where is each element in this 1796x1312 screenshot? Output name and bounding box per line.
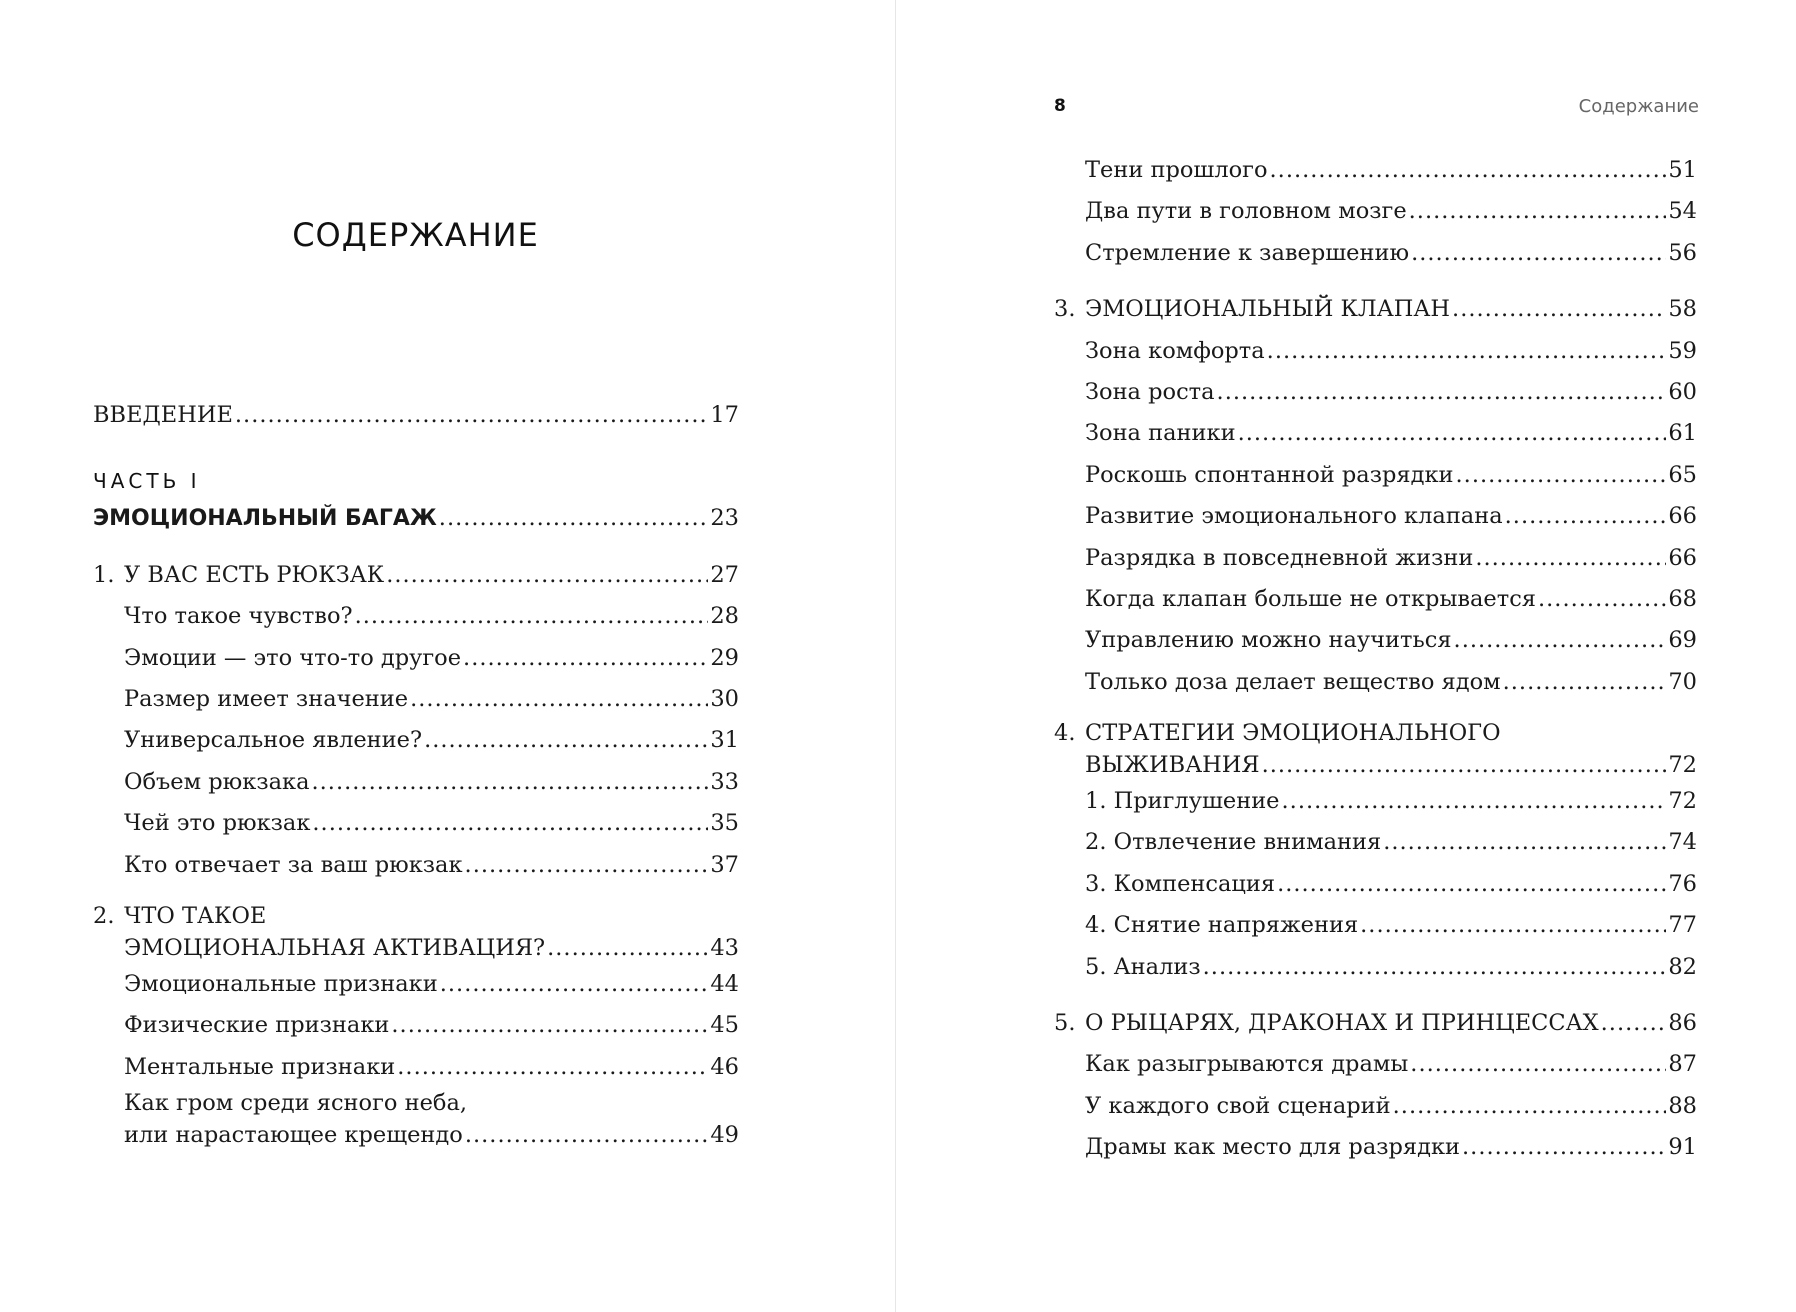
dot-leader [439, 498, 709, 539]
toc-title: СОДЕРЖАНИЕ [292, 216, 539, 254]
entry-page: 59 [1668, 337, 1697, 364]
toc-entry[interactable] [1054, 781, 1697, 822]
entry-page: 65 [1668, 461, 1697, 488]
dot-leader [1410, 1044, 1666, 1085]
entry-page: 87 [1668, 1051, 1697, 1078]
dot-leader [1393, 1086, 1667, 1127]
toc-entry[interactable] [1054, 233, 1697, 274]
toc-entry[interactable] [93, 596, 739, 637]
entry-page: 72 [1668, 752, 1697, 779]
toc-entry[interactable] [93, 1047, 739, 1088]
toc-entry[interactable] [93, 964, 739, 1005]
entry-label: ВЫЖИВАНИЯ [1085, 752, 1260, 779]
entry-label: Роскошь спонтанной разрядки [1085, 461, 1454, 488]
entry-label: У каждого свой сценарий [1085, 1092, 1391, 1119]
left-page [0, 0, 895, 1312]
entry-page: 51 [1668, 157, 1697, 183]
entry-page: 58 [1668, 296, 1697, 323]
entry-label: ЭМОЦИОНАЛЬНЫЙ БАГАЖ [93, 506, 437, 532]
toc-entry[interactable] [93, 803, 739, 844]
entry-page: 37 [710, 851, 739, 878]
dot-leader [440, 964, 709, 1005]
entry-page: 66 [1668, 503, 1697, 530]
dot-leader [1475, 538, 1666, 579]
entry-label: ВВЕДЕНИЕ [93, 402, 233, 428]
entry-page: 23 [710, 505, 739, 532]
entry-page: 45 [710, 1012, 739, 1039]
dot-leader [547, 932, 708, 964]
entry-label: Размер имеет значение [124, 685, 409, 712]
entry-label: Как гром среди ясного неба, [124, 1090, 468, 1117]
entry-page: 88 [1668, 1092, 1697, 1119]
entry-page: 91 [1668, 1134, 1697, 1161]
entry-page: 68 [1668, 585, 1697, 612]
entry-label: ЭМОЦИОНАЛЬНЫЙ КЛАПАН [1085, 296, 1451, 323]
toc-entry-chapter-5[interactable] [1054, 1003, 1697, 1044]
dot-leader [1456, 455, 1667, 496]
entry-label: 1. Приглушение [1085, 788, 1280, 815]
chapter-number: 5. [1054, 1010, 1076, 1037]
toc-entry[interactable] [1054, 1086, 1697, 1127]
entry-label: Что такое чувство? [124, 603, 353, 630]
toc-entry[interactable] [1054, 455, 1697, 496]
entry-label: Эмоциональные признаки [124, 970, 438, 997]
chapter-number: 3. [1054, 296, 1076, 323]
entry-page: 49 [710, 1122, 739, 1149]
toc-entry[interactable] [1054, 822, 1697, 863]
toc-entry-part-1[interactable] [93, 498, 739, 539]
dot-leader [355, 596, 709, 637]
toc-entry[interactable] [1054, 1044, 1697, 1085]
right-page [896, 0, 1796, 1312]
entry-page: 27 [710, 561, 739, 588]
toc-entry[interactable] [1054, 150, 1697, 191]
dot-leader [1360, 905, 1666, 946]
entry-label: ЧТО ТАКОЕ [124, 902, 267, 929]
entry-label: СТРАТЕГИИ ЭМОЦИОНАЛЬНОГО [1085, 720, 1501, 747]
toc-entry[interactable] [1054, 579, 1697, 620]
dot-leader [1217, 372, 1667, 413]
entry-label: Физические признаки [124, 1012, 390, 1039]
chapter-number: 4. [1054, 720, 1076, 747]
entry-page: 31 [710, 727, 739, 754]
dot-leader [465, 845, 709, 886]
toc-entry-chapter-3[interactable] [1054, 289, 1697, 330]
dot-leader [397, 1047, 708, 1088]
entry-label: О РЫЦАРЯХ, ДРАКОНАХ И ПРИНЦЕССАХ [1085, 1010, 1599, 1037]
entry-label: Зона роста [1085, 378, 1215, 405]
chapter-number: 2. [93, 902, 115, 929]
entry-page: 82 [1668, 953, 1697, 980]
entry-page: 28 [710, 603, 739, 630]
entry-label: 3. Компенсация [1085, 870, 1276, 897]
page-number: 8 [1054, 96, 1066, 116]
dot-leader [1282, 781, 1667, 822]
entry-label: Объем рюкзака [124, 768, 310, 795]
dot-leader [1452, 289, 1666, 330]
entry-page: 54 [1668, 198, 1697, 225]
dot-leader [1270, 150, 1667, 191]
entry-page: 43 [710, 934, 739, 961]
toc-entry[interactable] [1054, 413, 1697, 454]
dot-leader [391, 1005, 708, 1046]
dot-leader [1462, 1127, 1666, 1168]
entry-label: Зона комфорта [1085, 337, 1265, 364]
entry-page: 70 [1668, 668, 1697, 695]
dot-leader [1238, 413, 1667, 454]
toc-entry-chapter-4-line1[interactable] [1054, 718, 1697, 749]
entry-page: 56 [1668, 239, 1697, 266]
entry-label: Управлению можно научиться [1085, 627, 1452, 654]
entry-label: Когда клапан больше не открывается [1085, 585, 1536, 612]
entry-label: Тени прошлого [1085, 157, 1268, 183]
entry-label: Зона паники [1085, 420, 1236, 447]
entry-page: 35 [710, 810, 739, 837]
entry-label: Универсальное явление? [124, 727, 423, 754]
entry-page: 46 [710, 1053, 739, 1080]
dot-leader [312, 803, 708, 844]
entry-page: 60 [1668, 378, 1697, 405]
toc-entry[interactable] [1054, 191, 1697, 232]
dot-leader [312, 762, 709, 803]
dot-leader [1503, 662, 1667, 703]
toc-entry[interactable] [93, 679, 739, 720]
toc-entry[interactable] [1054, 331, 1697, 372]
entry-label: Стремление к завершению [1085, 239, 1410, 266]
entry-label: 4. Снятие напряжения [1085, 912, 1359, 939]
toc-entry[interactable] [1054, 538, 1697, 579]
toc-entry[interactable] [93, 1005, 739, 1046]
entry-page: 61 [1668, 420, 1697, 447]
entry-page: 76 [1668, 870, 1697, 897]
dot-leader [1538, 579, 1666, 620]
dot-leader [1203, 947, 1667, 988]
toc-entry-chapter-1[interactable] [93, 555, 739, 596]
entry-page: 29 [710, 644, 739, 671]
dot-leader [1277, 864, 1666, 905]
toc-entry[interactable] [93, 762, 739, 803]
toc-right-column [1054, 150, 1697, 1169]
toc-entry-chapter-2[interactable] [93, 932, 739, 964]
entry-label: Эмоции — это что-то другое [124, 644, 462, 671]
entry-page: 66 [1668, 544, 1697, 571]
dot-leader [465, 1119, 709, 1151]
entry-page: 74 [1668, 829, 1697, 856]
dot-leader [424, 720, 708, 761]
dot-leader [463, 638, 708, 679]
toc-entry-chapter-4[interactable] [1054, 749, 1697, 781]
toc-left-column [93, 395, 739, 1151]
entry-label: Драмы как место для разрядки [1085, 1134, 1461, 1161]
toc-entry[interactable] [1054, 620, 1697, 661]
toc-entry[interactable] [1054, 864, 1697, 905]
entry-page: 17 [710, 402, 739, 428]
toc-entry[interactable] [93, 638, 739, 679]
entry-page: 44 [710, 970, 739, 997]
entry-label: Разрядка в повседневной жизни [1085, 544, 1474, 571]
entry-label: или нарастающее крещендо [124, 1122, 463, 1149]
dot-leader [1267, 331, 1667, 372]
toc-entry[interactable] [93, 1119, 739, 1151]
entry-label: Два пути в головном мозге [1085, 198, 1407, 225]
entry-label: Ментальные признаки [124, 1053, 396, 1080]
entry-label: Развитие эмоционального клапана [1085, 503, 1503, 530]
dot-leader [1383, 822, 1666, 863]
entry-page: 33 [710, 768, 739, 795]
entry-page: 30 [710, 685, 739, 712]
entry-page: 77 [1668, 912, 1697, 939]
entry-label: 2. Отвлечение внимания [1085, 829, 1382, 856]
toc-entry[interactable] [1054, 372, 1697, 413]
dot-leader [1411, 233, 1666, 274]
entry-label: Кто отвечает за ваш рюкзак [124, 851, 463, 878]
entry-label: Только доза делает вещество ядом [1085, 668, 1501, 695]
toc-entry-chapter-2-line1[interactable] [93, 901, 739, 932]
toc-entry[interactable] [1054, 662, 1697, 703]
toc-entry[interactable] [1054, 947, 1697, 988]
entry-label: ЭМОЦИОНАЛЬНАЯ АКТИВАЦИЯ? [124, 934, 546, 961]
toc-entry[interactable] [1054, 496, 1697, 537]
toc-entry[interactable] [1054, 905, 1697, 946]
entry-label: Чей это рюкзак [124, 810, 311, 837]
entry-page: 86 [1668, 1010, 1697, 1037]
dot-leader [410, 679, 708, 720]
toc-entry[interactable] [1054, 1127, 1697, 1168]
dot-leader [1505, 496, 1667, 537]
entry-label: У ВАС ЕСТЬ РЮКЗАК [124, 561, 385, 588]
toc-entry-line1[interactable] [93, 1088, 739, 1119]
chapter-number: 1. [93, 561, 115, 588]
toc-entry[interactable] [93, 720, 739, 761]
part-label: ЧАСТЬ I [93, 469, 201, 494]
toc-entry[interactable] [93, 845, 739, 886]
dot-leader [235, 395, 708, 436]
entry-page: 72 [1668, 788, 1697, 815]
dot-leader [1409, 191, 1667, 232]
dot-leader [1454, 620, 1667, 661]
dot-leader [1262, 749, 1667, 781]
entry-label: 5. Анализ [1085, 953, 1201, 980]
running-title: Содержание [1578, 96, 1699, 117]
dot-leader [1601, 1003, 1667, 1044]
dot-leader [386, 555, 708, 596]
entry-label: Как разыгрываются драмы [1085, 1051, 1409, 1078]
toc-entry-intro[interactable] [93, 395, 739, 436]
entry-page: 69 [1668, 627, 1697, 654]
